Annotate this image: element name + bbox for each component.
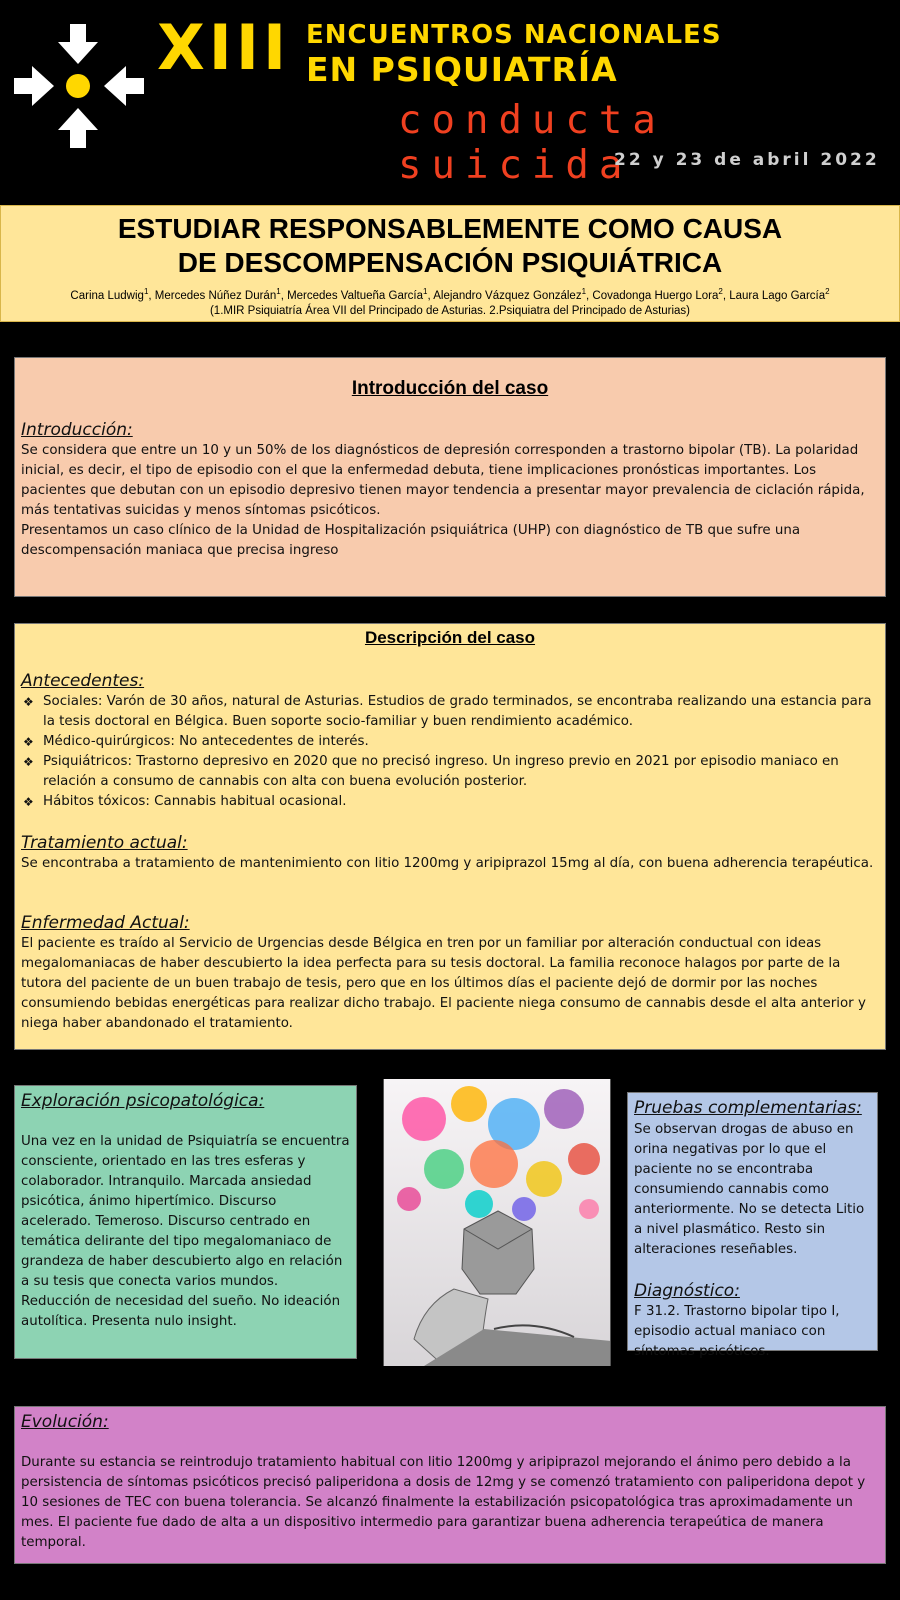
affiliation: (1.MIR Psiquiatría Área VII del Principado de Asturias. 2.Psiquiatra del Principado de Asturias) [209, 304, 691, 317]
exploracion-subhead: Exploración psicopatológica: [21, 1091, 265, 1111]
author-affiliation-marker: 1 [276, 287, 281, 296]
author-separator: , [280, 289, 288, 302]
author-separator: , [427, 289, 434, 302]
author-affiliation-marker: 2 [718, 287, 723, 296]
author-list [1, 284, 899, 304]
poster-title-line1: ESTUDIAR RESPONSABLEMENTE COMO CAUSA [117, 213, 783, 244]
tratamiento-subhead: Tratamiento actual: [21, 833, 188, 853]
intro-paragraph-1: Se considera que entre un 10 y un 50% de los diagnósticos de depresión corresponden a trastorno bipolar (TB). La polaridad inicial, es decir, el tipo de episodio con el que la enfermedad debuta, tiene implicaciones pronósticas importantes. Los pacientes que debutan con un episodio depresivo tienen mayor tendencia a presentar mayor prevalencia de ciclación rápida, más tentativas suicidas y menos síntomas psicóticos. [21, 443, 865, 518]
poster-title-block [0, 205, 900, 322]
diagnostico-text: F 31.2. Trastorno bipolar tipo I, episodio actual maniaco con síntomas psicóticos. [634, 1304, 840, 1359]
tratamiento-text: Se encontraba a tratamiento de mantenimiento con litio 1200mg y aripiprazol 15mg al día, con buena adherencia terapéutica. [21, 856, 874, 871]
author-affiliation-marker: 2 [825, 287, 830, 296]
author-affiliation-marker: 1 [423, 287, 428, 296]
illustration-artwork [384, 1079, 611, 1366]
intro-subhead: Introducción: [21, 420, 133, 440]
evolucion-subhead: Evolución: [21, 1412, 109, 1432]
author-affiliation-marker: 1 [143, 287, 149, 296]
intro-paragraph-2: Presentamos un caso clínico de la Unidad de Hospitalización psiquiátrica (UHP) con diagnóstico de TB que sufre una descompensación maniaca que precisa ingreso [21, 523, 801, 558]
description-heading: Descripción del caso [364, 628, 536, 647]
author-separator: , [586, 289, 593, 302]
event-name-line1: ENCUENTROS NACIONALES [306, 20, 722, 50]
pruebas-block [634, 1097, 871, 1260]
intro-heading: Introducción del caso [351, 378, 549, 399]
exploracion-text: Una vez en la unidad de Psiquiatría se encuentra consciente, orientado en las tres esferas y colaborador. Intranquilo. Marcada ansiedad psicótica, ánimo hipertímico. Discurso acelerado. Temeroso. Discurso centrado en temática delirante del tipo megalomaniaco de grandeza de haber descubierto algo en relación a su tesis que conecta varios mundos. Reducción de necesidad del sueño. No ideación autolítica. Presenta nulo insight. [21, 1134, 350, 1329]
pruebas-panel [627, 1092, 878, 1359]
pruebas-subhead: Pruebas complementarias: [634, 1098, 862, 1118]
evolucion-text: Durante su estancia se reintrodujo tratamiento habitual con litio 1200mg y aripiprazol mejorando el ánimo pero debido a la persistencia de síntomas psicóticos precisó paliperidona a dosis de 12mg y se comenzó tratamiento con paliperidona depot y 10 sesiones de TEC con buena tolerancia. Se alcanzó finalmente la estabilización psicopatológica tras aproximadamente un mes. El paciente fue dado de alta a un dispositivo intermedio para garantizar buena adherencia terapeútica de manera temporal. [21, 1455, 866, 1550]
list-item: ❖ Hábitos tóxicos: Cannabis habitual ocasional. [21, 792, 879, 812]
author-name: Carina Ludwig [70, 289, 144, 302]
enfermedad-text: El paciente es traído al Servicio de Urgencias desde Bélgica en tren por un familiar por alteración conductual con ideas megalomaniacas de haber descubierto la idea perfecta para su tesis doctoral. La familia reconoce halagos por parte de la tutora del paciente de un buen trabajo de tesis, pero que en los últimos días el paciente dejó de dormir por las noches consumiendo bebidas energéticas para realizar dicho trabajo. El paciente niega consumo de cannabis desde el alta anterior y niega haber abandonado el tratamiento. [21, 936, 866, 1031]
antecedentes-list [21, 692, 879, 812]
exploding-head-illustration-icon [383, 1079, 611, 1366]
author-name: Mercedes Núñez Durán [154, 289, 277, 302]
author-name: Covadonga Huergo Lora [592, 289, 719, 302]
event-dates: 22 y 23 de abril 2022 [614, 150, 880, 170]
arrows-converging-dot-icon [12, 16, 148, 154]
antecedentes-subhead: Antecedentes: [21, 671, 145, 691]
list-item: ❖ Psiquiátricos: Trastorno depresivo en 2020 que no precisó ingreso. Un ingreso previo en 2021 por episodio maniaco en relación a consumo de cannabis con alta con buena evolución posterior. [21, 752, 879, 792]
list-item: ❖ Sociales: Varón de 30 años, natural de Asturias. Estudios de grado terminados, se encontraba realizando una estancia para la tesis doctoral en Bélgica. Buen soporte socio-familiar y buen rendimiento académico. [21, 692, 879, 732]
exploracion-panel [14, 1085, 357, 1359]
event-theme: conducta suicida [398, 98, 666, 188]
diagnostico-subhead: Diagnóstico: [634, 1281, 740, 1301]
edition-number: XIII [157, 11, 291, 84]
author-separator: , [722, 289, 730, 302]
event-name-line2: EN PSIQUIATRÍA [306, 50, 618, 89]
enfermedad-subhead: Enfermedad Actual: [21, 913, 190, 933]
author-name: Alejandro Vázquez González [433, 289, 582, 302]
author-separator: , [148, 289, 155, 302]
intro-panel [14, 357, 886, 597]
event-banner [0, 0, 900, 205]
evolucion-panel [14, 1406, 886, 1564]
author-affiliation-marker: 1 [581, 287, 587, 296]
list-item: ❖ Médico-quirúrgicos: No antecedentes de interés. [21, 732, 879, 752]
author-name: Laura Lago García [729, 289, 826, 302]
author-name: Mercedes Valtueña García [287, 289, 424, 302]
description-panel [14, 623, 886, 1050]
poster-title-line2: DE DESCOMPENSACIÓN PSIQUIÁTRICA [177, 247, 723, 278]
pruebas-text: Se observan drogas de abuso en orina negativas por lo que el paciente no se encontraba consumiendo cannabis como anteriormente. No se detecta Litio a nivel plasmático. Resto sin alteraciones reseñables. [634, 1122, 865, 1257]
